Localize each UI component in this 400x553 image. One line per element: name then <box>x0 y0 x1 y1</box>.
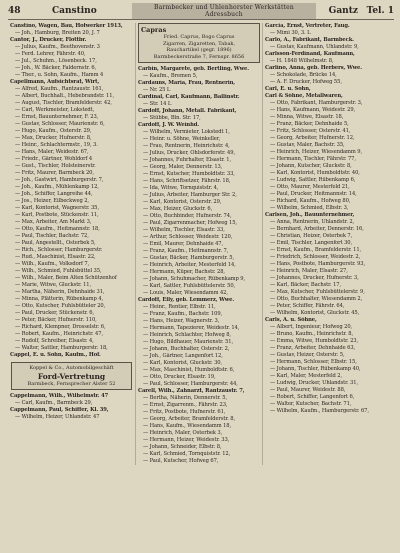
directory-entry: — Hans, Kaufm., Wiesendamm 18, <box>143 423 232 429</box>
directory-entry: — Minna, Witwe, Elsastr. 18, <box>270 114 344 120</box>
directory-entry: — Joh., Kaufm., Mühlenkamp 12, <box>15 184 99 190</box>
directory-entry: — Joh., Gärtner, Langenfort 12, <box>143 353 223 359</box>
directory-entry: — Frau, Rentnerin, Heinrichstr. 4, <box>143 143 230 149</box>
directory-entry: — Heinrich, Heizer, Wiesendamm 9, <box>270 149 362 155</box>
directory-entry: Carls, A. u. Söhne, <box>265 317 317 323</box>
directory-entry: — Paul, Kutscher, Hofweg 67, <box>143 458 219 464</box>
directory-entry: — Johann, Kutscher, Gluckstr. 8, <box>270 163 352 169</box>
directory-entry: — A. F. Drucker, Hofweg 55, <box>270 79 342 85</box>
directory-entry: — Otto, Kutscher, Fuhlsbütteler 20, <box>15 303 106 309</box>
directory-entry: Carlino, Anna, geb. Herbers, Wwe. <box>265 65 362 71</box>
directory-entry: — Albert, Ingenieur, Hofweg 20, <box>270 324 353 330</box>
directory-entry: — Karl, Postbote, Stückenstr. 11, <box>15 212 99 218</box>
directory-entry: — Ludwig, Sattler, Rübenkamp 6, <box>270 177 356 183</box>
directory-entry: — Walter, Sattler, Hamburgerstr. 18, <box>15 345 108 351</box>
directory-entry: — Hans, Heizer, Wagnerstr. 3, <box>143 318 220 324</box>
directory-entry: — Wilhelm, Vermieter, Lokstedt 1, <box>143 129 230 135</box>
directory-entry: — Paul, Angestellt., Osterbek 5, <box>15 240 96 246</box>
directory-entry: Capellmann, Aufsichtsrat, Wirt, <box>10 79 100 85</box>
ad-title: Ford-Vertretung <box>37 371 106 381</box>
directory-entry: — Max, Maschinist, Humboldtstr. 6, <box>143 367 235 373</box>
directory-entry: — Joh., Schiffer, Langreihe 44, <box>15 191 93 197</box>
directory-entry: — Paul, Drucker, Heitmannstr. 14, <box>270 191 357 197</box>
directory-entry: — Karl, Maler, Mesterfeld 2, <box>270 373 343 379</box>
directory-entry: Carl, E. u. Sohn, <box>265 86 311 92</box>
ad-line: Barmbeckerstraße 7, Fernspr. 8656 <box>153 53 245 60</box>
directory-entry: — Paul, Schlosser, Hamburgerstr. 44, <box>143 381 238 387</box>
directory-entry: — Johannes, Fuhrhalter, Elsastr. 1, <box>143 157 232 163</box>
directory-entry: — Bruno, Kaufm., Heinrichstr. 8, <box>270 331 354 337</box>
directory-entry: Canstino, Wagen, Bau, Hofwerker 1913, <box>10 23 123 29</box>
directory-entry: — Hugo, Kaufm., Osterstr. 29, <box>15 128 92 134</box>
column-3 <box>262 23 389 465</box>
directory-entry: — Louis, Maler, Wiesendamm 42, <box>143 290 228 296</box>
directory-entry: — Georg, Arbeiter, Hufnerstr. 12, <box>270 135 355 141</box>
directory-entry: — Georg, Maler, Dennerstr. 13, <box>143 164 223 170</box>
directory-entry: — Joh., Gastwirt, Hamburgerstr. 7, <box>15 177 104 183</box>
directory-entry: — Georg, Arbeiter, Bramfelderstr. 8, <box>143 416 236 422</box>
directory-entry: Carl & Söhne, Metallwaren, <box>265 93 343 99</box>
directory-entry: — Friedr., Gärtner, Wohldorf 4 <box>15 156 93 162</box>
directory-entry: — Hans, Schriftsetzer, Fährstr. 18, <box>143 178 231 184</box>
directory-entry: — Hans, Kaufmann, Weidestr. 29, <box>270 107 356 113</box>
directory-entry: — Max, Heizer, Gluckstr. 6, <box>143 206 213 212</box>
directory-entry: — Marie, Witwe, Gluckstr. 11, <box>15 282 92 288</box>
directory-entry: — Joh., Hamburg, Breiten 20, J. 7 <box>15 30 100 36</box>
directory-entry: — Heinrich, Maler, Elsastr. 27, <box>270 268 348 274</box>
directory-entry: — Nr. 25 L <box>143 87 171 93</box>
directory-entry: — Wilh., Maler, Beim Alten Schützenhof <box>15 275 117 281</box>
directory-entry: Cardoff, J. W. Weinhd. <box>138 122 200 128</box>
directory-entry: — Paul, Maurer, Weidestr. 88, <box>270 387 346 393</box>
directory-entry: — Gustav, Schlosser, Maurienstr. 6, <box>15 121 105 127</box>
directory-entry: — Fritz, Postbote, Hufnerstr. 61, <box>143 409 226 415</box>
directory-entry: — Albert, Buchhalt., Hebebrandstr. 11, <box>15 93 114 99</box>
directory-entry: — Ludwig, Drucker, Uhlandstr. 31, <box>270 380 358 386</box>
directory-entry: — H. 1848 Wilhelmstr. 8, <box>270 58 334 64</box>
directory-entry: — Franz, Kaufm., Heitmannstr. 7, <box>143 248 229 254</box>
directory-entry: Cappelmann, Paul, Schiffer, Kl. 39, <box>10 407 109 413</box>
directory-entry: Cardoff, Johann, Metall. Fabrikant, <box>138 108 237 114</box>
directory-entry: — Ernst, Kutscher, Humboldtstr. 33, <box>143 171 235 177</box>
directory-entry: — Carl, Kaufm., Barmbeck 29, <box>15 400 93 406</box>
directory-entry: — Ferd. Lehrer, Fährstr. 40, <box>15 51 86 57</box>
directory-entry: — Wilh., Schmied, Fuhlsbüttel 35, <box>15 268 102 274</box>
directory-entry: — Wilhelm, Kaufm., Hamburgerstr. 67, <box>270 408 369 414</box>
directory-entry: — Johann, Schuhmacher, Rübenkamp 9, <box>143 276 246 282</box>
directory-entry: — Hans, Postbote, Hamburgerstr. 93, <box>270 261 366 267</box>
directory-entry: — Ida, Witwe, Tornquiststr. 4, <box>143 185 219 191</box>
directory-entry: — Arthur, Schlosser, Weidestr. 120, <box>143 234 233 240</box>
directory-entry: Cappelmann, Wilh., Wilhelmstr. 47 <box>10 393 109 399</box>
directory-entry: Cardauns, Maria, Frau, Rentnerin, <box>138 80 235 86</box>
directory-entry: — Peter, Bäcker, Hufnerstr. 110, <box>15 317 97 323</box>
directory-entry: — Heinrich, Arbeiter, Mesterfeld 14, <box>143 262 236 268</box>
directory-entry: — Heinr., Schlachtermstr., 19, 3. <box>15 142 98 148</box>
directory-entry: Cardoff, Elly, geb. Lemmerz, Wwe. <box>138 297 235 303</box>
directory-entry: — Wilh., Kaufm., Volksdorf 7, <box>15 261 90 267</box>
directory-entry: — Emil, Maurer, Dehnhaide 47, <box>143 241 224 247</box>
directory-entry: — Rud., Maschinist, Elsastr. 22, <box>15 254 96 260</box>
directory-entry: Carlsen, Joh., Bauunternehmer, <box>265 212 355 218</box>
directory-entry: Carbin, Margarete, geb. Bertling, Wwe. <box>138 66 249 72</box>
directory-entry: — Wilhelm, Heizer, Uhlandstr. 47 <box>15 414 100 420</box>
directory-entry: — Friedrich, Schlosser, Weidestr. 2, <box>270 254 361 260</box>
directory-entry: Cardinal, Carl, Kaufmann, Ballinstr. <box>138 94 240 100</box>
directory-entry: — Gustav, Kaufmann, Uhlandstr. 9, <box>270 44 359 50</box>
directory-entry: — Alfred, Kaufm., Rantzaustr. 161, <box>15 86 104 92</box>
directory-entry: — Franz, Kaufm., Bachstr. 109, <box>143 311 223 317</box>
ad-line: Barmbeck, Fernsprecher Alster 52 <box>27 380 116 387</box>
column-1 <box>8 23 135 465</box>
directory-entry: — Karl, Bäcker, Bachstr. 17, <box>270 282 342 288</box>
directory-entry: — Carl, Werkmeister, Lokstedt, <box>15 107 95 113</box>
directory-entry: — Mimi 30, 3. L <box>270 30 311 36</box>
directory-entry: Cantor, J., Drucker, Flottbr. <box>10 37 87 43</box>
directory-entry: — Minna, Plätterin, Rübenkamp 4, <box>15 296 103 302</box>
directory-entry: — Heinrich, Maler, Osterbek 3, <box>143 430 223 436</box>
directory-columns <box>8 23 394 465</box>
directory-entry: — Wilhelm, Schmied, Elbstr. 3, <box>270 205 349 211</box>
directory-entry: — Otto, Kaufm., Heitmannstr. 18, <box>15 226 100 232</box>
directory-entry: — Jul., Schuhm., Lösenbeck. 17, <box>15 58 97 64</box>
directory-entry: — Rich., Schlosser, Hamburgerstr. <box>15 247 103 253</box>
directory-entry: — Julius, Drucker, Ohlsdorferstr. 49, <box>143 150 235 156</box>
directory-entry: Carlo, A., Fabrikant, Barmbeck. <box>265 37 354 43</box>
directory-entry: — Joh., W. Bäcker, Faldernstr. 6, <box>15 65 97 71</box>
header-right-word: Gantz <box>328 6 358 16</box>
directory-entry: — Otto, Maurer, Mesterfeld 21, <box>270 184 350 190</box>
directory-entry: — Ernst, Zigarrenm., Fährstr. 23, <box>143 402 228 408</box>
ad-line: Fried. Caprus, Bogo Caprus <box>163 34 235 40</box>
directory-entry: — Wilhelm, Kontorist, Gluckstr. 45, <box>270 310 360 316</box>
directory-entry: — Ernst, Kaufm., Bramfelderstr. 11, <box>270 247 362 253</box>
page-number: 48 <box>8 6 21 16</box>
directory-entry: — Richard, Kaufm., Hofweg 80, <box>270 198 351 204</box>
header-left-word: Canstino <box>52 6 97 16</box>
directory-entry: — Hermann, Schlosser, Elbstr. 15, <box>270 359 357 365</box>
header-abbr: Tel. 1 <box>366 6 394 16</box>
directory-entry: — Gust., Tischler, Holsteinerstr. <box>15 163 96 169</box>
directory-entry: — Hans, Maler, Weidestr. 67, <box>15 149 89 155</box>
directory-entry: — Julius, Arbeiter, Hamburger Str. 2, <box>143 192 237 198</box>
directory-entry: — Franz, Arbeiter, Dehnhaide 63, <box>270 345 356 351</box>
directory-entry: — Hermann, Küper, Bachstr. 28, <box>143 269 225 275</box>
directory-entry: — Peter, Schiffer, Fährstr. 64, <box>270 303 345 309</box>
directory-entry: — Paul, Zigarrenmacher, Hofweg 15, <box>143 220 237 226</box>
directory-entry: — Hermann, Tapezierer, Weidestr. 14, <box>143 325 240 331</box>
directory-entry: — Johann, Schneider, Elbstr. 8, <box>143 444 222 450</box>
directory-entry: — Rudolf, Schreiber, Elsastr. 4, <box>15 338 94 344</box>
directory-entry: — Max, Kutscher, Fuhlsbüttelerstr. 9, <box>270 289 365 295</box>
directory-entry: — Karl, Schmied, Tornquiststr. 12, <box>143 451 231 457</box>
directory-entry: — Max, Arbeiter, Am Markt 3, <box>15 219 92 225</box>
directory-entry: — Christian, Heizer, Osterbek 7, <box>270 233 353 239</box>
directory-entry: — Julius, Kaufm., Beethovenstr. 3 <box>15 44 100 50</box>
directory-entry: — Bernhard, Arbeiter, Dennerstr. 16, <box>270 226 364 232</box>
directory-entry: Garcia, Ernst, Vertreter, Faug. <box>265 23 350 29</box>
directory-entry: — Wilhelm, Tischler, Elsastr. 33, <box>143 227 225 233</box>
directory-entry: — Otto, Drucker, Elsastr. 19, <box>143 374 216 380</box>
directory-entry: — Paul, Drucker, Stückenstr. 6, <box>15 310 95 316</box>
ad-line: Zigarren, Zigaretten, Tabak, <box>162 40 236 47</box>
directory-entry: — Hugo, Bildhauer, Maurienstr. 51, <box>143 339 234 345</box>
advertisement-box <box>11 362 132 390</box>
advertisement-box <box>138 23 260 63</box>
directory-entry: — Johannes, Drucker, Hufnerstr. 3, <box>270 275 359 281</box>
directory-entry: — Schokolade, Brücke 14, <box>270 72 337 78</box>
directory-entry: — Paul, Tischler, Bachstr. 72, <box>15 233 89 239</box>
directory-entry: — Ther., u. Sohn, Kaufm., Hamm 4 <box>15 72 104 78</box>
directory-entry: — Kaufm., Bremen 5, <box>143 73 198 79</box>
directory-entry: — Fritz, Schlosser, Osterstr. 41, <box>270 128 351 134</box>
directory-entry: — Emma, Witwe, Humboldtstr. 23, <box>270 338 359 344</box>
directory-entry: — Gustav, Maler, Bachstr. 35, <box>270 142 345 148</box>
directory-entry: Carlsson-Ferdinand, Kaufmann, <box>265 51 355 57</box>
ad-name: Capras <box>141 26 167 34</box>
directory-entry: — Str. 14 L <box>143 101 172 107</box>
directory-entry: — Heinr. u. Söhne, Weinkeller, <box>143 136 221 142</box>
directory-entry: — Heinrich, Schlachter, Hofweg 8, <box>143 332 231 338</box>
directory-entry: — Anna, Rentnerin, Uhlandstr. 2, <box>270 219 355 225</box>
directory-entry: — Franz, Bäcker, Dehnhaide 5, <box>270 121 349 127</box>
directory-entry: — Karl, Kontorist, Wagnerstr. 35, <box>15 205 99 211</box>
directory-entry: — Heinr., Rentier, Elbstr. 11, <box>143 304 216 310</box>
directory-entry: — Hermann, Heizer, Weidestr. 33, <box>143 437 230 443</box>
directory-entry: — Otto, Fabrikant, Hamburgerstr. 3, <box>270 100 363 106</box>
directory-entry: — Hermann, Tischler, Fährstr. 77, <box>270 156 356 162</box>
column-2 <box>135 23 262 465</box>
directory-entry: — Johann, Buchhalter, Osterstr. 2, <box>143 346 230 352</box>
header-banner: Barmbecker und Uhlenhorster Werkstätten Adressbuch <box>132 3 316 19</box>
directory-entry: — Fritz, Maurer, Barmbeck 20, <box>15 170 94 176</box>
directory-entry: Cappel, E. u. Sohn, Kaufm., Hof. <box>10 352 101 358</box>
directory-entry: — Walter, Kutscher, Bachstr. 71, <box>270 401 352 407</box>
directory-entry: — August, Tischler, Bramfelderstr. 42, <box>15 100 112 106</box>
directory-entry: — Karl, Sattler, Fuhlsbüttelerstr. 50, <box>143 283 236 289</box>
directory-entry: — Bertha, Näherin, Dennerstr. 5, <box>143 395 227 401</box>
ad-line: Rauchartikel (gegr. 1896) <box>166 47 232 53</box>
directory-entry: — Otto, Buchbinder, Hufnerstr. 74, <box>143 213 232 219</box>
directory-entry: — Karl, Kontorist, Humboldtstr. 40, <box>270 170 360 176</box>
directory-entry: — Robert, Schiffer, Langenfort 6, <box>270 394 355 400</box>
directory-entry: — Stübbe, Bln. Str. 17, <box>143 115 201 121</box>
directory-entry: — Richard, Klempner, Drosselstr. 6, <box>15 324 106 330</box>
directory-entry: — Karl, Kontorist, Gluckstr. 30, <box>143 360 223 366</box>
directory-entry: — Ernst, Bauunternehmer, F. 23, <box>15 114 99 120</box>
directory-entry: — Gustav, Heizer, Osterstr. 5, <box>270 352 345 358</box>
directory-entry: — Emil, Tischler, Langenfort 30, <box>270 240 353 246</box>
directory-entry: — Otto, Buchhalter, Wiesendamm 2, <box>270 296 363 302</box>
directory-entry: — Jos., Heizer, Eilbeckweg 2, <box>15 198 89 204</box>
ad-line: Koppel & Co., Automobilgeschäft <box>29 365 114 371</box>
directory-entry: — Martha, Näherin, Dehnhaide 31, <box>15 289 105 295</box>
directory-entry: — Karl, Kontorist, Osterstr. 29, <box>143 199 222 205</box>
directory-entry: — Johann, Tischler, Rübenkamp 40, <box>270 366 361 372</box>
directory-entry: — Max, Drucker, Hufnerstr. 8, <box>15 135 92 141</box>
directory-entry: — Robert, Kaufm., Heinrichstr. 47, <box>15 331 103 337</box>
directory-entry: Carell, Wilh., Zahnarzt, Rantzaustr. 7, <box>138 388 245 394</box>
directory-entry: — Gustav, Bäcker, Hamburgerstr. 5, <box>143 255 235 261</box>
page-header <box>8 4 394 20</box>
